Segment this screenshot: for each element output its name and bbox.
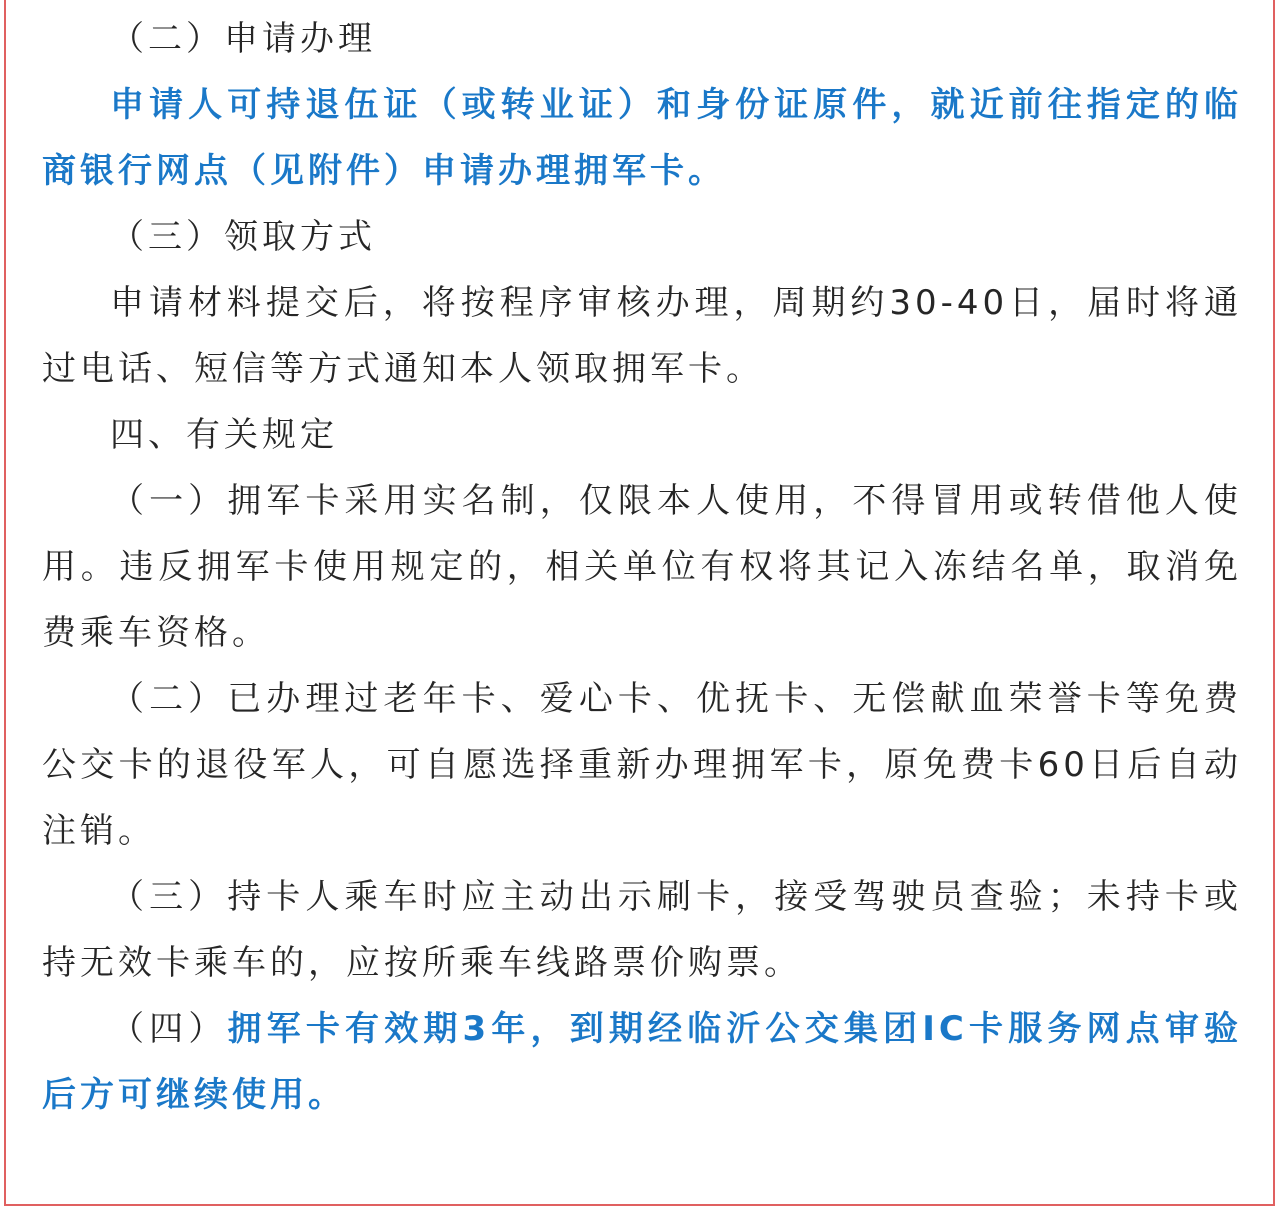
application-procedure	[42, 72, 1242, 204]
rule-one-text: （一）拥军卡采用实名制，仅限本人使用，不得冒用或转借他人使用。违反拥军卡使用规定的，相关单位有权将其记入冻结名单，取消免费乘车资格。	[42, 481, 1242, 653]
application-procedure-text: 申请人可持退伍证（或转业证）和身份证原件，就近前往指定的临商银行网点（见附件）申请办理拥军卡。	[42, 85, 1242, 191]
rule-four	[42, 996, 1242, 1128]
rule-four-text: 拥军卡有效期3年，到期经临沂公交集团IC卡服务网点审验后方可继续使用。	[42, 1009, 1243, 1115]
rule-three-text: （三）持卡人乘车时应主动出示刷卡，接受驾驶员查验；未持卡或持无效卡乘车的，应按所乘车线路票价购票。	[42, 877, 1242, 983]
rule-four-prefix: （四）	[110, 1009, 228, 1049]
document-frame	[4, 0, 1275, 1206]
rule-three	[42, 864, 1242, 996]
collection-method	[42, 270, 1242, 402]
document-body	[42, 6, 1242, 1128]
collection-method-text: 申请材料提交后，将按程序审核办理，周期约30-40日，届时将通过电话、短信等方式通知本人领取拥军卡。	[42, 283, 1242, 389]
rule-two	[42, 666, 1242, 864]
heading-regulations	[42, 402, 1242, 468]
heading-regulations-text: 四、有关规定	[110, 415, 338, 455]
heading-collection-text: （三）领取方式	[110, 217, 376, 257]
heading-collection	[42, 204, 1242, 270]
heading-application-text: （二）申请办理	[110, 19, 376, 59]
rule-one	[42, 468, 1242, 666]
rule-two-text: （二）已办理过老年卡、爱心卡、优抚卡、无偿献血荣誉卡等免费公交卡的退役军人，可自愿选择重新办理拥军卡，原免费卡60日后自动注销。	[42, 679, 1242, 851]
heading-application	[42, 6, 1242, 72]
